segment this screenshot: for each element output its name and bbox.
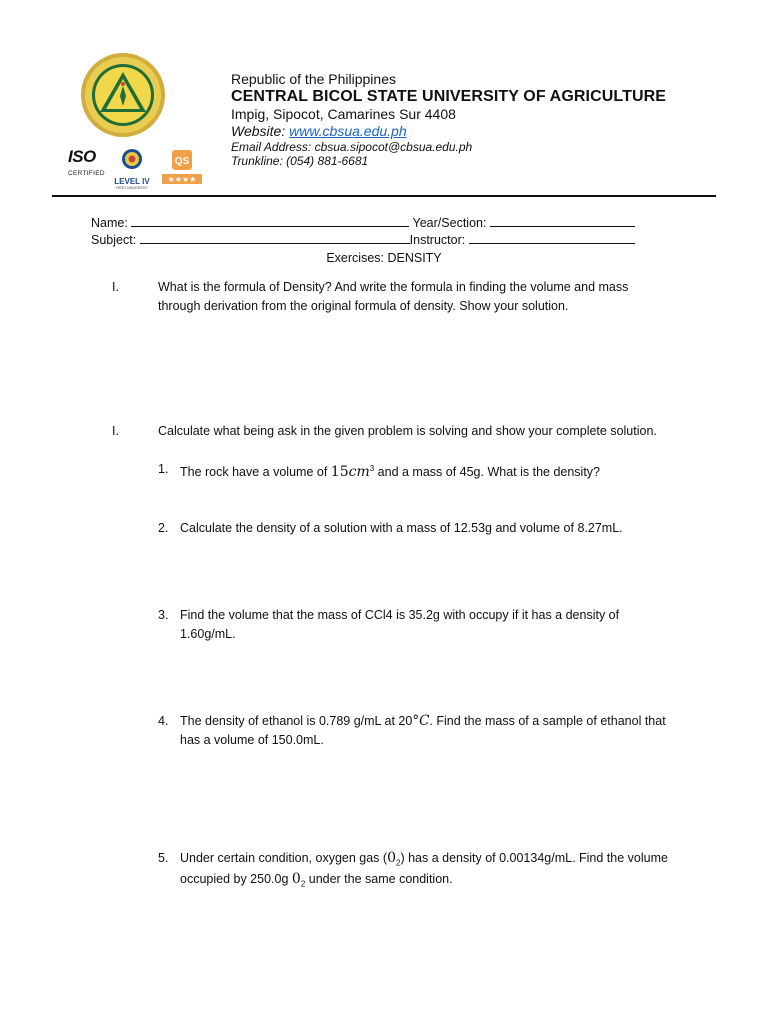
year-section-field[interactable]: [490, 215, 635, 227]
part1-question-line2: through derivation from the original formula of density. Show your solution.: [158, 299, 569, 313]
level-emblem-icon: [121, 148, 143, 170]
part2-instruction: Calculate what being ask in the given problem is solving and show your complete solution.: [158, 424, 657, 438]
header-address: Impig, Sipocot, Camarines Sur 4408: [231, 106, 456, 122]
part2-numeral: I.: [112, 424, 119, 438]
q1-math-unit: cm: [348, 464, 370, 481]
level-sub-text: FIRST UNIVERSITY: [115, 186, 149, 190]
header-divider: [52, 195, 716, 197]
header-website: [231, 123, 407, 139]
instructor-label: Instructor:: [409, 233, 469, 247]
header-email: Email Address: cbsua.sipocot@cbsua.edu.ph: [231, 140, 473, 154]
qs-stars-logo: [162, 148, 204, 188]
q3-text-line2: 1.60g/mL.: [180, 627, 236, 641]
iso-text: ISO: [68, 147, 96, 166]
header-trunkline: Trunkline: (054) 881-6681: [231, 154, 369, 168]
header-university-name: CENTRAL BICOL STATE UNIVERSITY OF AGRICULTURE: [231, 88, 667, 105]
q4-degree-c: °C: [412, 713, 430, 729]
q1-number: 1.: [158, 462, 169, 476]
name-year-row: [91, 214, 635, 232]
part1-question-line1: What is the formula of Density? And write the formula in finding the volume and mass: [158, 280, 629, 294]
q5-o2-symbol: 0: [387, 850, 396, 866]
name-field[interactable]: [131, 215, 409, 227]
university-seal-logo: [80, 52, 166, 138]
subject-field[interactable]: [140, 232, 410, 244]
q2-number: 2.: [158, 521, 169, 535]
name-label: Name:: [91, 216, 132, 230]
q4-number: 4.: [158, 714, 169, 728]
year-section-label: Year/Section:: [409, 216, 490, 230]
q5-o2-symbol-2: 0: [291, 871, 301, 887]
level-iv-logo: [112, 148, 152, 188]
website-link[interactable]: www.cbsua.edu.ph: [289, 123, 407, 139]
iso-certified-logo: [68, 148, 106, 188]
worksheet-title: Exercises: DENSITY: [326, 251, 442, 265]
qs-text: QS: [174, 156, 190, 167]
q5-number: 5.: [158, 851, 169, 865]
q2-text: Calculate the density of a solution with a mass of 12.53g and volume of 8.27mL.: [180, 521, 623, 535]
iso-sub-text: CERTIFIED: [68, 170, 105, 177]
website-label: Website:: [231, 123, 290, 139]
instructor-field[interactable]: [469, 232, 635, 244]
q3-number: 3.: [158, 608, 169, 622]
svg-text:★★★★: ★★★★: [167, 175, 197, 184]
q5-text-line2: occupied by 250.0g $0_2$ under the same condition.: [180, 871, 453, 889]
q3-text-line1: Find the volume that the mass of CCl4 is 35.2g with occupy if it has a density of: [180, 608, 620, 622]
q4-text-line1: The density of ethanol is 0.789 g/mL at 20°C. Find the mass of a sample of ethanol that: [180, 713, 666, 729]
q4-text-line2: has a volume of 150.0mL.: [180, 733, 324, 747]
header-country: Republic of the Philippines: [231, 71, 396, 87]
q1-math-num: 15: [330, 464, 349, 481]
level-text: LEVEL IV: [114, 177, 150, 186]
subject-instructor-row: [91, 231, 635, 249]
q5-text-line1: Under certain condition, oxygen gas $(0_2)$ has a density of 0.00134g/mL. Find the volume: [180, 850, 668, 868]
q1-text: The rock have a volume of $15cm^3$ and a mass of 45g. What is the density?: [180, 464, 601, 481]
subject-label: Subject:: [91, 233, 140, 247]
part1-numeral: I.: [112, 280, 119, 294]
